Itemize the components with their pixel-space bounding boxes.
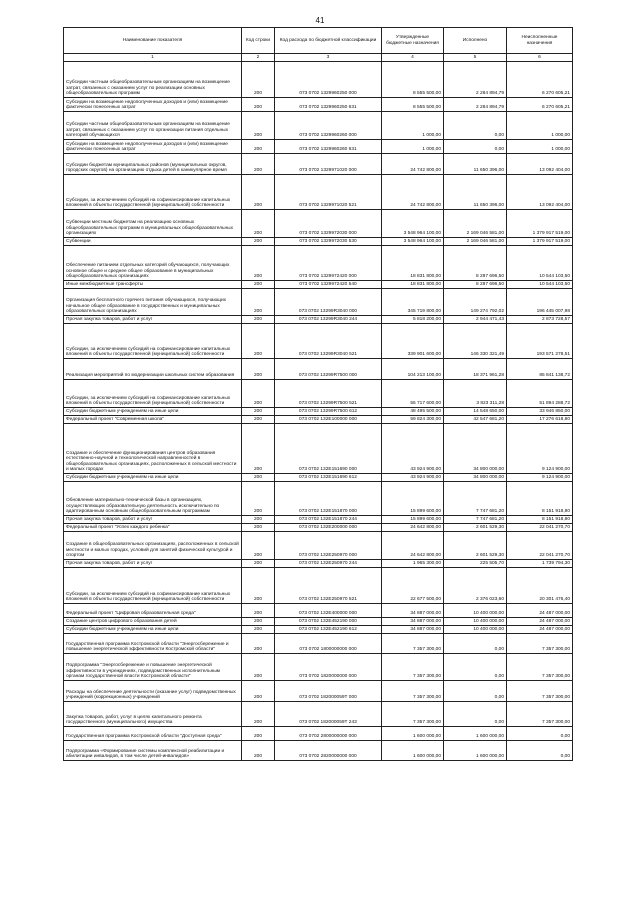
header-number: 3 bbox=[275, 54, 382, 62]
row-executed: 0,00 bbox=[444, 702, 507, 727]
table-row bbox=[64, 532, 573, 560]
row-name: Федеральный проект "Современная школа" bbox=[64, 416, 242, 424]
table-row bbox=[64, 568, 573, 604]
row-approved: 55 717 600,00 bbox=[382, 380, 444, 408]
row-executed: 18 371 961,28 bbox=[444, 359, 507, 380]
row-approved: 7 357 300,00 bbox=[382, 702, 444, 727]
table-row bbox=[64, 524, 573, 532]
row-code: 200 bbox=[242, 210, 275, 238]
row-name: Субсидии, за исключением субсидий на софинансирование капитальных вложений в объекты государственной (муниципальной) собственности bbox=[64, 380, 242, 408]
table-row bbox=[64, 154, 573, 175]
row-remaining: 2 873 728,57 bbox=[507, 316, 573, 324]
row-name: Субсидии бюджетам муниципальных районов (муниципальных округов, городских округов) на организацию отдыха детей в каникулярное время bbox=[64, 154, 242, 175]
table-row bbox=[64, 618, 573, 626]
table-row bbox=[64, 741, 573, 761]
row-code: 200 bbox=[242, 702, 275, 727]
row-code: 200 bbox=[242, 482, 275, 516]
row-kbk: 073 0702 1329972030 000 bbox=[275, 210, 382, 238]
row-kbk: 073 0702 132E151870 244 bbox=[275, 516, 382, 524]
table-row bbox=[64, 112, 573, 140]
row-name: Подпрограмма «Формирование системы комплексной реабилитации и абилитации инвалидов, в том числе детей-инвалидов» bbox=[64, 741, 242, 761]
row-code: 200 bbox=[242, 62, 275, 98]
row-executed: 0,00 bbox=[444, 654, 507, 681]
row-remaining: 22 041 270,70 bbox=[507, 532, 573, 560]
row-approved: 1 965 300,00 bbox=[382, 560, 444, 568]
row-name: Государственная программа Костромской области "Доступная среда" bbox=[64, 727, 242, 741]
table-row bbox=[64, 210, 573, 238]
row-code: 200 bbox=[242, 380, 275, 408]
row-code: 200 bbox=[242, 741, 275, 761]
row-executed: 10 400 000,00 bbox=[444, 604, 507, 618]
table-row bbox=[64, 727, 573, 741]
row-name: Обновление материально-технической базы в организациях, осуществляющих образовательную деятельность исключительно по адаптированным основным общеобразовательным программам bbox=[64, 482, 242, 516]
row-remaining: 8 151 918,80 bbox=[507, 482, 573, 516]
row-name: Реализация мероприятий по модернизации школьных систем образования bbox=[64, 359, 242, 380]
table-row bbox=[64, 474, 573, 482]
row-name: Закупка товаров, работ, услуг в целях капитального ремонта государственного (муниципального) имущества bbox=[64, 702, 242, 727]
row-kbk: 073 0702 13299R3040 244 bbox=[275, 316, 382, 324]
header-kbk: Код расхода по бюджетной классификации bbox=[275, 28, 382, 54]
row-kbk: 073 0702 2820000000 000 bbox=[275, 741, 382, 761]
row-kbk: 073 0702 1800000000 000 bbox=[275, 634, 382, 654]
header-row bbox=[64, 28, 573, 54]
row-code: 200 bbox=[242, 359, 275, 380]
row-remaining: 0,00 bbox=[507, 741, 573, 761]
row-code: 200 bbox=[242, 618, 275, 626]
row-kbk: 073 0702 13299R7500 612 bbox=[275, 408, 382, 416]
row-approved: 1 600 000,00 bbox=[382, 741, 444, 761]
row-kbk: 073 0702 1329960250 631 bbox=[275, 98, 382, 112]
row-kbk: 073 0702 2800000000 000 bbox=[275, 727, 382, 741]
row-remaining: 24 487 000,00 bbox=[507, 626, 573, 634]
row-name: Субсидии на возмещение недополученных доходов и (или) возмещение фактически понесенных затрат bbox=[64, 140, 242, 154]
header-number: 4 bbox=[382, 54, 444, 62]
row-kbk: 073 0702 182000059Т 243 bbox=[275, 702, 382, 727]
row-kbk: 073 0702 132E452190 000 bbox=[275, 618, 382, 626]
row-code: 200 bbox=[242, 112, 275, 140]
row-remaining: 24 487 000,00 bbox=[507, 604, 573, 618]
row-executed: 11 650 396,00 bbox=[444, 154, 507, 175]
row-executed: 2 284 894,79 bbox=[444, 62, 507, 98]
row-kbk: 073 0702 13299R7500 521 bbox=[275, 380, 382, 408]
row-name: Субсидии бюджетным учреждениям на иные цели bbox=[64, 474, 242, 482]
row-name: Субсидии, за исключением субсидий на софинансирование капитальных вложений в объекты государственной (муниципальной) собственности bbox=[64, 324, 242, 359]
row-kbk: 073 0702 132E151690 000 bbox=[275, 424, 382, 474]
row-executed: 8 287 696,50 bbox=[444, 281, 507, 289]
header-code: Код строки bbox=[242, 28, 275, 54]
row-code: 200 bbox=[242, 634, 275, 654]
row-approved: 43 924 900,00 bbox=[382, 474, 444, 482]
row-executed: 1 600 000,00 bbox=[444, 727, 507, 741]
row-approved: 7 357 300,00 bbox=[382, 681, 444, 702]
row-remaining: 9 124 900,00 bbox=[507, 424, 573, 474]
row-kbk: 073 0702 1329972030 530 bbox=[275, 238, 382, 246]
row-name: Организация бесплатного горячего питания обучающихся, получающих начальное общее образование в государственных и муниципальных образовательных организациях bbox=[64, 289, 242, 316]
row-name: Субвенции bbox=[64, 238, 242, 246]
row-code: 200 bbox=[242, 604, 275, 618]
row-code: 200 bbox=[242, 289, 275, 316]
row-code: 200 bbox=[242, 560, 275, 568]
row-kbk: 073 0702 1329971020 521 bbox=[275, 175, 382, 210]
row-name: Иные межбюджетные трансферты bbox=[64, 281, 242, 289]
row-approved: 24 642 800,00 bbox=[382, 532, 444, 560]
table-row bbox=[64, 324, 573, 359]
table-row bbox=[64, 246, 573, 281]
row-executed: 1 600 000,00 bbox=[444, 741, 507, 761]
row-code: 200 bbox=[242, 140, 275, 154]
row-kbk: 073 0702 13299R3040 521 bbox=[275, 324, 382, 359]
row-approved: 18 831 800,00 bbox=[382, 246, 444, 281]
row-approved: 1 600 000,00 bbox=[382, 727, 444, 741]
row-kbk: 073 0702 13299R7500 000 bbox=[275, 359, 382, 380]
table-row bbox=[64, 416, 573, 424]
row-executed: 0,00 bbox=[444, 634, 507, 654]
row-approved: 34 887 000,00 bbox=[382, 618, 444, 626]
row-remaining: 1 379 917 519,00 bbox=[507, 210, 573, 238]
row-code: 200 bbox=[242, 524, 275, 532]
row-executed: 10 400 000,00 bbox=[444, 626, 507, 634]
row-kbk: 073 0702 1329960260 000 bbox=[275, 112, 382, 140]
table-row bbox=[64, 380, 573, 408]
row-code: 200 bbox=[242, 98, 275, 112]
row-approved: 43 924 900,00 bbox=[382, 424, 444, 474]
row-code: 200 bbox=[242, 424, 275, 474]
row-code: 200 bbox=[242, 532, 275, 560]
row-approved: 24 642 800,00 bbox=[382, 524, 444, 532]
row-executed: 149 274 792,02 bbox=[444, 289, 507, 316]
table-row bbox=[64, 681, 573, 702]
row-remaining: 7 357 300,00 bbox=[507, 702, 573, 727]
header-number: 1 bbox=[64, 54, 242, 62]
row-executed: 2 376 023,60 bbox=[444, 568, 507, 604]
row-approved: 8 555 500,00 bbox=[382, 98, 444, 112]
row-name: Создание в общеобразовательных организациях, расположенных в сельской местности и малых городах, условий для занятий физической культурой и спортом bbox=[64, 532, 242, 560]
row-name: Субсидии бюджетным учреждениям на иные цели bbox=[64, 626, 242, 634]
table-row bbox=[64, 175, 573, 210]
row-kbk: 073 0702 132E452190 612 bbox=[275, 626, 382, 634]
row-code: 200 bbox=[242, 626, 275, 634]
row-remaining: 9 124 900,00 bbox=[507, 474, 573, 482]
row-kbk: 073 0702 182000059Т 000 bbox=[275, 681, 382, 702]
row-executed: 0,00 bbox=[444, 681, 507, 702]
row-code: 200 bbox=[242, 416, 275, 424]
table-row bbox=[64, 604, 573, 618]
table-row bbox=[64, 98, 573, 112]
row-remaining: 7 357 300,00 bbox=[507, 634, 573, 654]
row-approved: 15 899 600,00 bbox=[382, 482, 444, 516]
row-remaining: 1 000,00 bbox=[507, 112, 573, 140]
row-executed: 2 601 529,30 bbox=[444, 524, 507, 532]
table-row bbox=[64, 408, 573, 416]
row-name: Субсидии, за исключением субсидий на софинансирование капитальных вложений в объекты государственной (муниципальной) собственности bbox=[64, 568, 242, 604]
row-executed: 2 284 894,79 bbox=[444, 98, 507, 112]
header-approved: Утвержденные бюджетные назначения bbox=[382, 28, 444, 54]
row-remaining: 7 357 300,00 bbox=[507, 654, 573, 681]
row-remaining: 6 270 605,21 bbox=[507, 98, 573, 112]
row-code: 200 bbox=[242, 238, 275, 246]
row-name: Субсидии, за исключением субсидий на софинансирование капитальных вложений в объекты государственной (муниципальной) собственности bbox=[64, 175, 242, 210]
row-name: Прочая закупка товаров, работ и услуг bbox=[64, 316, 242, 324]
row-approved: 345 719 800,00 bbox=[382, 289, 444, 316]
row-executed: 2 601 529,30 bbox=[444, 532, 507, 560]
row-approved: 24 742 800,00 bbox=[382, 154, 444, 175]
table-row bbox=[64, 238, 573, 246]
row-name: Обеспечение питанием отдельных категорий обучающихся, получающих основное общее и среднее общее образование в муниципальных общеобразовательных организациях bbox=[64, 246, 242, 281]
row-executed: 0,00 bbox=[444, 140, 507, 154]
header-executed: Исполнено bbox=[444, 28, 507, 54]
row-approved: 3 548 964 100,00 bbox=[382, 238, 444, 246]
table-body bbox=[64, 62, 573, 761]
row-kbk: 073 0702 132E250970 244 bbox=[275, 560, 382, 568]
row-kbk: 073 0702 1329972420 000 bbox=[275, 246, 382, 281]
row-remaining: 51 894 288,72 bbox=[507, 380, 573, 408]
row-approved: 5 818 200,00 bbox=[382, 316, 444, 324]
row-approved: 7 357 300,00 bbox=[382, 654, 444, 681]
row-code: 200 bbox=[242, 324, 275, 359]
row-kbk: 073 0702 132E200000 000 bbox=[275, 524, 382, 532]
row-approved: 1 000,00 bbox=[382, 140, 444, 154]
budget-table bbox=[63, 27, 573, 761]
table-row bbox=[64, 626, 573, 634]
row-remaining: 196 445 007,98 bbox=[507, 289, 573, 316]
row-kbk: 073 0702 132E100000 000 bbox=[275, 416, 382, 424]
row-approved: 1 000,00 bbox=[382, 112, 444, 140]
row-approved: 7 357 300,00 bbox=[382, 634, 444, 654]
row-kbk: 073 0702 1820000000 000 bbox=[275, 654, 382, 681]
row-name: Создание центров цифрового образования детей bbox=[64, 618, 242, 626]
row-approved: 3 548 964 100,00 bbox=[382, 210, 444, 238]
header-remaining: Неисполненные назначения bbox=[507, 28, 573, 54]
header-number: 2 bbox=[242, 54, 275, 62]
table-row bbox=[64, 482, 573, 516]
row-name: Субвенции местным бюджетам на реализацию основных общеобразовательных программ в муниципальных общеобразовательных организациях bbox=[64, 210, 242, 238]
row-executed: 42 547 681,20 bbox=[444, 416, 507, 424]
row-remaining: 6 270 605,21 bbox=[507, 62, 573, 98]
row-remaining: 13 092 404,00 bbox=[507, 175, 573, 210]
row-approved: 34 887 000,00 bbox=[382, 604, 444, 618]
table-row bbox=[64, 62, 573, 98]
row-remaining: 1 379 917 519,00 bbox=[507, 238, 573, 246]
row-executed: 34 800 000,00 bbox=[444, 424, 507, 474]
row-kbk: 073 0702 1329960260 631 bbox=[275, 140, 382, 154]
row-code: 200 bbox=[242, 474, 275, 482]
row-name: Субсидии бюджетным учреждениям на иные цели bbox=[64, 408, 242, 416]
row-name: Прочая закупка товаров, работ и услуг bbox=[64, 560, 242, 568]
row-name: Субсидии частным общеобразовательным организациям на возмещение затрат, связанных с оказанием услуг по организации питания отдельных категорий обучающихся bbox=[64, 112, 242, 140]
row-kbk: 073 0702 13299R3040 000 bbox=[275, 289, 382, 316]
table-row bbox=[64, 359, 573, 380]
row-remaining: 1 739 794,30 bbox=[507, 560, 573, 568]
row-approved: 104 213 100,00 bbox=[382, 359, 444, 380]
row-approved: 339 901 600,00 bbox=[382, 324, 444, 359]
row-code: 200 bbox=[242, 727, 275, 741]
header-number: 6 bbox=[507, 54, 573, 62]
row-name: Расходы на обеспечение деятельности (оказание услуг) подведомственных учреждений (коррекционных) учреждений bbox=[64, 681, 242, 702]
row-kbk: 073 0702 132E151870 000 bbox=[275, 482, 382, 516]
row-remaining: 1 000,00 bbox=[507, 140, 573, 154]
row-remaining: 10 544 103,50 bbox=[507, 281, 573, 289]
row-executed: 225 505,70 bbox=[444, 560, 507, 568]
row-remaining: 10 544 103,50 bbox=[507, 246, 573, 281]
row-code: 200 bbox=[242, 408, 275, 416]
row-name: Прочая закупка товаров, работ и услуг bbox=[64, 516, 242, 524]
row-code: 200 bbox=[242, 568, 275, 604]
row-kbk: 073 0702 1329960250 000 bbox=[275, 62, 382, 98]
row-kbk: 073 0702 132E151690 612 bbox=[275, 474, 382, 482]
row-kbk: 073 0702 132E250970 521 bbox=[275, 568, 382, 604]
row-remaining: 193 571 278,51 bbox=[507, 324, 573, 359]
row-executed: 8 287 696,50 bbox=[444, 246, 507, 281]
row-executed: 10 400 000,00 bbox=[444, 618, 507, 626]
row-remaining: 7 357 300,00 bbox=[507, 681, 573, 702]
row-executed: 7 747 681,20 bbox=[444, 516, 507, 524]
table-row bbox=[64, 702, 573, 727]
row-remaining: 85 841 138,72 bbox=[507, 359, 573, 380]
row-code: 200 bbox=[242, 246, 275, 281]
row-approved: 24 742 800,00 bbox=[382, 175, 444, 210]
table-row bbox=[64, 316, 573, 324]
row-executed: 14 548 650,00 bbox=[444, 408, 507, 416]
row-code: 200 bbox=[242, 316, 275, 324]
row-remaining: 13 092 404,00 bbox=[507, 154, 573, 175]
row-remaining: 24 487 000,00 bbox=[507, 618, 573, 626]
row-code: 200 bbox=[242, 175, 275, 210]
row-executed: 7 747 681,20 bbox=[444, 482, 507, 516]
row-executed: 0,00 bbox=[444, 112, 507, 140]
page-number: 41 bbox=[315, 16, 325, 25]
row-code: 200 bbox=[242, 281, 275, 289]
row-name: Федеральный проект "Успех каждого ребенка" bbox=[64, 524, 242, 532]
table-row bbox=[64, 516, 573, 524]
row-executed: 2 944 471,43 bbox=[444, 316, 507, 324]
row-approved: 59 824 300,00 bbox=[382, 416, 444, 424]
row-executed: 11 650 396,00 bbox=[444, 175, 507, 210]
row-approved: 15 899 600,00 bbox=[382, 516, 444, 524]
row-name: Создание и обеспечение функционирования центров образования естественно-научной и технологической направленностей в общеобразовательных организациях, расположенных в сельской местности и малых городах bbox=[64, 424, 242, 474]
row-approved: 18 831 800,00 bbox=[382, 281, 444, 289]
row-code: 200 bbox=[242, 681, 275, 702]
row-remaining: 20 301 476,40 bbox=[507, 568, 573, 604]
row-approved: 34 887 000,00 bbox=[382, 626, 444, 634]
row-kbk: 073 0702 1329972420 540 bbox=[275, 281, 382, 289]
table-row bbox=[64, 634, 573, 654]
row-remaining: 33 946 850,00 bbox=[507, 408, 573, 416]
header-numbers-row bbox=[64, 54, 573, 62]
row-name: Государственная программа Костромской области "Энергосбережение и повышение энергетической эффективности Костромской области" bbox=[64, 634, 242, 654]
table-row bbox=[64, 560, 573, 568]
row-kbk: 073 0702 132E250970 000 bbox=[275, 532, 382, 560]
row-code: 200 bbox=[242, 654, 275, 681]
table-row bbox=[64, 654, 573, 681]
row-name: Федеральный проект "Цифровая образовательная среда" bbox=[64, 604, 242, 618]
table-row bbox=[64, 140, 573, 154]
row-executed: 34 800 000,00 bbox=[444, 474, 507, 482]
header-name: Наименование показателя bbox=[64, 28, 242, 54]
header-number: 5 bbox=[444, 54, 507, 62]
row-executed: 2 169 046 581,00 bbox=[444, 210, 507, 238]
row-code: 200 bbox=[242, 154, 275, 175]
row-code: 200 bbox=[242, 516, 275, 524]
table-row bbox=[64, 281, 573, 289]
row-approved: 8 555 500,00 bbox=[382, 62, 444, 98]
row-kbk: 073 0702 1329971020 000 bbox=[275, 154, 382, 175]
row-remaining: 22 041 270,70 bbox=[507, 524, 573, 532]
table-row bbox=[64, 424, 573, 474]
table-row bbox=[64, 289, 573, 316]
row-executed: 3 823 311,28 bbox=[444, 380, 507, 408]
row-executed: 146 330 321,49 bbox=[444, 324, 507, 359]
row-name: Подпрограмма "Энергосбережение и повышение энергетической эффективности в учреждениях, подведомственных исполнительным органам государственной власти Костромской области" bbox=[64, 654, 242, 681]
row-remaining: 0,00 bbox=[507, 727, 573, 741]
row-remaining: 8 151 918,80 bbox=[507, 516, 573, 524]
row-name: Субсидии на возмещение недополученных доходов и (или) возмещение фактически понесенных затрат bbox=[64, 98, 242, 112]
row-executed: 2 169 046 581,00 bbox=[444, 238, 507, 246]
row-name: Субсидии частным общеобразовательным организациям на возмещение затрат, связанных с оказанием услуг по реализации основных общеобразовательных программ bbox=[64, 62, 242, 98]
row-remaining: 17 276 618,80 bbox=[507, 416, 573, 424]
row-approved: 22 677 500,00 bbox=[382, 568, 444, 604]
row-kbk: 073 0702 132E400000 000 bbox=[275, 604, 382, 618]
row-approved: 48 495 500,00 bbox=[382, 408, 444, 416]
